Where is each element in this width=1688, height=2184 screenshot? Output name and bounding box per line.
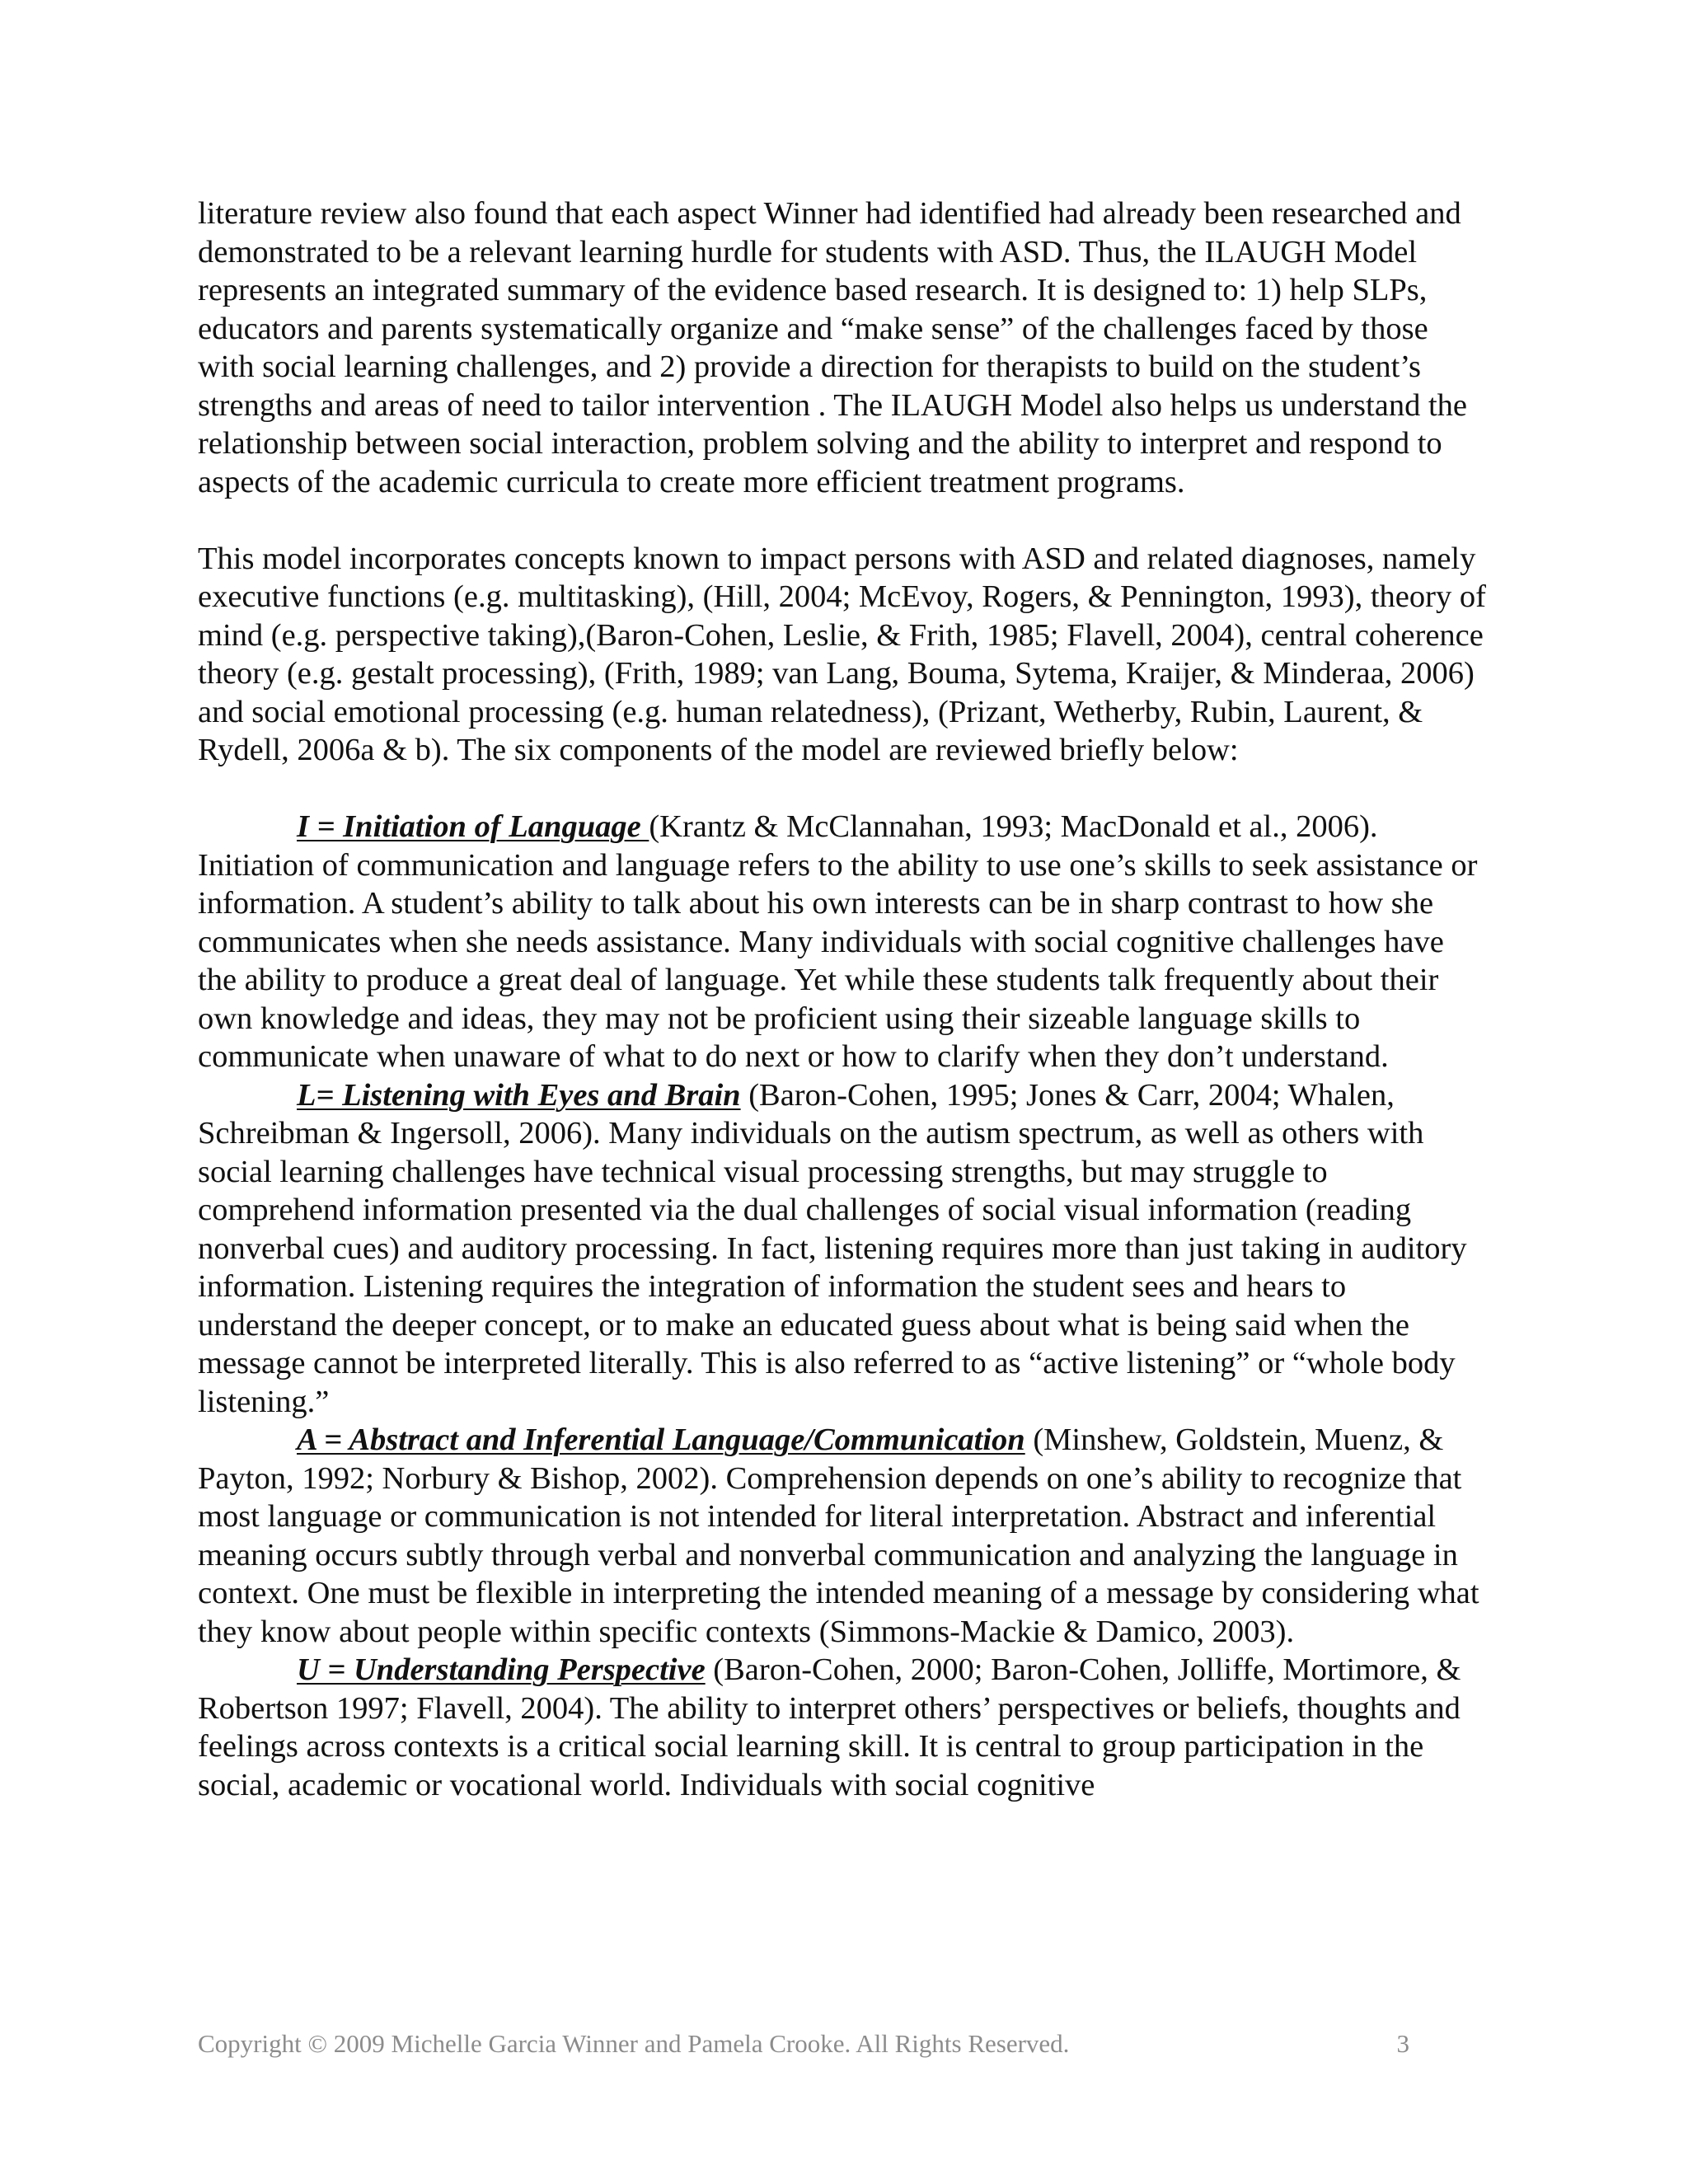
section-heading-understanding: U = Understanding Perspective [297,1652,706,1687]
section-body-understanding: (Baron-Cohen, 2000; Baron-Cohen, Jolliffe, Mortimore, & Robertson 1997; Flavell, 2004). The ability to interpret others’ perspectives or beliefs, thoughts and feelings across contexts is a critical social learning skill. It is central to group participation in the social, academic or vocational world. Individuals with social cognitive [198,1652,1461,1802]
section-body-initiation: (Krantz & McClannahan, 1993; MacDonald et al., 2006). Initiation of communication and language refers to the ability to use one’s skills to seek assistance or information. A student’s ability to talk about his own interests can be in sharp contrast to how she communicates when she needs assistance. Many individuals with social cognitive challenges have the ability to produce a great deal of language. Yet while these students talk frequently about their own knowledge and ideas, they may not be proficient using their sizeable language skills to communicate when unaware of what to do next or how to clarify when they don’t understand. [198,809,1478,1074]
section-abstract [198,1421,1488,1651]
paragraph-ilaugh-summary: literature review also found that each aspect Winner had identified had already been researched and demonstrated to be a relevant learning hurdle for students with ASD. Thus, the ILAUGH Model represents an integrated summary of the evidence based research. It is designed to: 1) help SLPs, educators and parents systematically organize and “make sense” of the challenges faced by those with social learning challenges, and 2) provide a direction for therapists to build on the student’s strengths and areas of need to tailor intervention . The ILAUGH Model also helps us understand the relationship between social interaction, problem solving and the ability to interpret and respond to aspects of the academic curricula to create more efficient treatment programs. [198,196,1467,499]
page-footer [198,2029,1409,2059]
section-understanding [198,1651,1488,1804]
section-heading-listening: L= Listening with Eyes and Brain [297,1077,741,1113]
section-heading-initiation: I = Initiation of Language [297,809,649,844]
section-body-abstract: (Minshew, Goldstein, Muenz, & Payton, 1992; Norbury & Bishop, 2002). Comprehension depends on one’s ability to recognize that most language or communication is not intended for literal interpretation. Abstract and inferential meaning occurs subtly through verbal and nonverbal communication and analyzing the language in context. One must be flexible in interpreting the intended meaning of a message by considering what they know about people within specific contexts (Simmons-Mackie & Damico, 2003). [198,1422,1479,1649]
section-heading-abstract: A = Abstract and Inferential Language/Communication [297,1422,1025,1457]
body-text [198,194,1488,1804]
paragraph-model-concepts: This model incorporates concepts known to impact persons with ASD and related diagnoses, namely executive functions (e.g. multitasking), (Hill, 2004; McEvoy, Rogers, & Pennington, 1993), theory of mind (e.g. perspective taking),(Baron-Cohen, Leslie, & Frith, 1985; Flavell, 2004), central coherence theory (e.g. gestalt processing), (Frith, 1989; van Lang, Bouma, Sytema, Kraijer, & Minderaa, 2006) and social emotional processing (e.g. human relatedness), (Prizant, Wetherby, Rubin, Laurent, & Rydell, 2006a & b). The six components of the model are reviewed briefly below: [198,541,1486,767]
section-body-listening: (Baron-Cohen, 1995; Jones & Carr, 2004; Whalen, Schreibman & Ingersoll, 2006). Many individuals on the autism spectrum, as well as others with social learning challenges have technical visual processing strengths, but may struggle to comprehend information presented via the dual challenges of social visual information (reading nonverbal cues) and auditory processing. In fact, listening requires more than just taking in auditory information. Listening requires the integration of information the student sees and hears to understand the deeper concept, or to make an educated guess about what is being said when the message cannot be interpreted literally. This is also referred to as “active listening” or “whole body listening.” [198,1077,1467,1419]
page-number: 3 [1396,2029,1409,2058]
copyright-notice: Copyright © 2009 Michelle Garcia Winner and Pamela Crooke. All Rights Reserved. [198,2029,1070,2058]
section-initiation [198,808,1488,1076]
section-listening [198,1076,1488,1422]
